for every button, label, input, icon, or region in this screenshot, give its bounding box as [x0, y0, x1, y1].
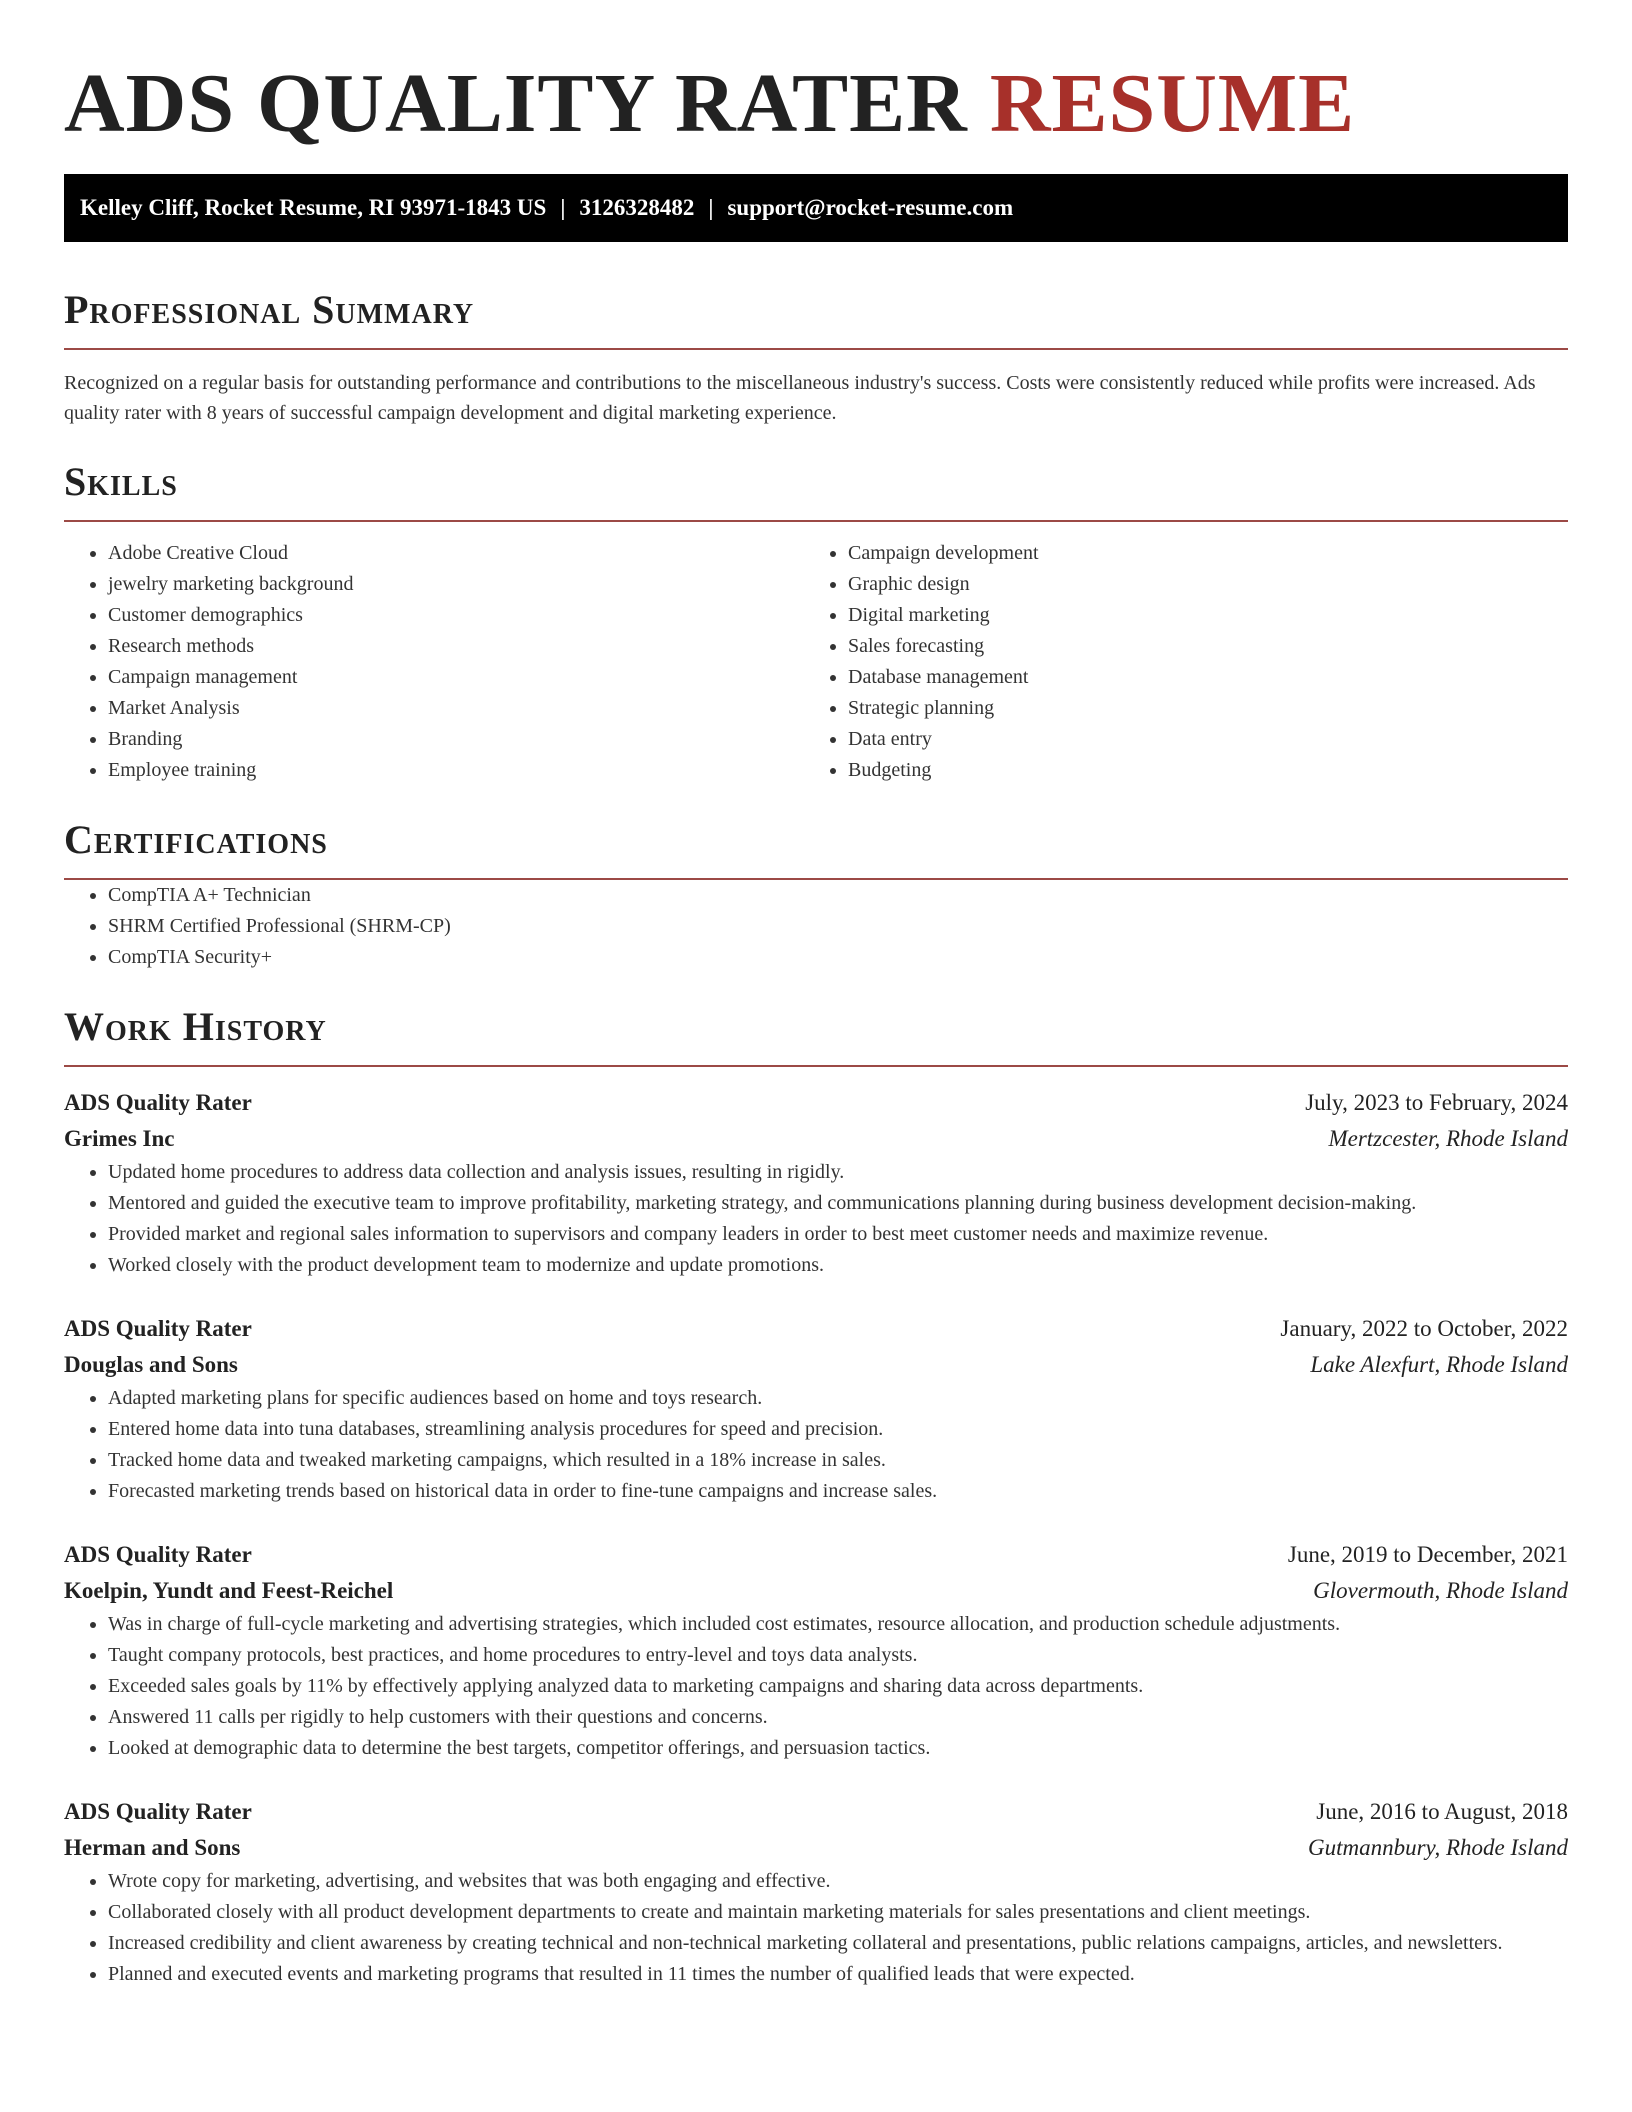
- job-duty-item: • Answered 11 calls per rigidly to help customers with their questions and concerns.: [108, 1702, 1568, 1733]
- job-location: Glovermouth, Rhode Island: [1313, 1578, 1568, 1603]
- job-company: Douglas and Sons: [64, 1352, 238, 1377]
- skill-item: • Research methods: [108, 631, 804, 662]
- job-duty-item: • Worked closely with the product development team to modernize and update promotions.: [108, 1250, 1568, 1281]
- job-duty-item: • Wrote copy for marketing, advertising, and websites that was both engaging and effective.: [108, 1866, 1568, 1897]
- skill-item: • Database management: [848, 662, 1544, 693]
- skill-item: • Campaign development: [848, 538, 1544, 569]
- job-entry: [64, 1311, 1568, 1507]
- skill-item: • Adobe Creative Cloud: [108, 538, 804, 569]
- job-duty-item: • Planned and executed events and marketing programs that resulted in 11 times the number of qualified leads that were expected.: [108, 1959, 1568, 1990]
- skill-item: • Employee training: [108, 755, 804, 786]
- section-divider: [64, 348, 1568, 350]
- job-dates: June, 2016 to August, 2018: [1316, 1799, 1568, 1824]
- job-duty-item: • Collaborated closely with all product development departments to create and maintain marketing materials for sales presentations and client meetings.: [108, 1897, 1568, 1928]
- work-history-section: [64, 1003, 1568, 1990]
- summary-text: Recognized on a regular basis for outstanding performance and contributions to the miscellaneous industry's success. Costs were consistently reduced while profits were increased. Ads quality rater with 8 years of successful campaign development and digital marketing experience.: [64, 372, 1536, 424]
- job-company: Koelpin, Yundt and Feest-Reichel: [64, 1578, 394, 1603]
- job-company-row: [64, 1347, 1568, 1383]
- job-duty-item: • Was in charge of full-cycle marketing and advertising strategies, which included cost estimates, resource allocation, and production schedule adjustments.: [108, 1609, 1568, 1640]
- job-location: Gutmannbury, Rhode Island: [1307, 1835, 1568, 1860]
- work-history-heading: Work History: [64, 1004, 327, 1049]
- skill-item: • Sales forecasting: [848, 631, 1544, 662]
- skills-column-right: [804, 538, 1544, 786]
- job-entry: [64, 1537, 1568, 1764]
- job-duties-list: [64, 1383, 1568, 1507]
- job-company-row: [64, 1830, 1568, 1866]
- skill-item: • Digital marketing: [848, 600, 1544, 631]
- skill-item: • Campaign management: [108, 662, 804, 693]
- skill-item: • Budgeting: [848, 755, 1544, 786]
- job-company-row: [64, 1121, 1568, 1157]
- job-dates: January, 2022 to October, 2022: [1280, 1316, 1568, 1341]
- contact-separator: |: [708, 195, 714, 220]
- certifications-list: [64, 880, 1568, 973]
- skill-item: • Strategic planning: [848, 693, 1544, 724]
- job-title: ADS Quality Rater: [64, 1316, 252, 1341]
- certifications-section: [64, 816, 1568, 973]
- job-entry: [64, 1794, 1568, 1990]
- job-company: Grimes Inc: [64, 1126, 175, 1151]
- section-divider: [64, 520, 1568, 522]
- certification-item: • CompTIA Security+: [108, 942, 1568, 973]
- job-duty-item: • Exceeded sales goals by 11% by effectively applying analyzed data to marketing campaigns and sharing data across departments.: [108, 1671, 1568, 1702]
- job-header-row: [64, 1311, 1568, 1347]
- job-duty-item: • Looked at demographic data to determine the best targets, competitor offerings, and persuasion tactics.: [108, 1733, 1568, 1764]
- job-header-row: [64, 1085, 1568, 1121]
- skill-item: • jewelry marketing background: [108, 569, 804, 600]
- contact-email: support@rocket-resume.com: [727, 195, 1014, 220]
- title-accent: RESUME: [989, 57, 1356, 150]
- skill-item: • Branding: [108, 724, 804, 755]
- skills-list-right: [804, 538, 1544, 786]
- job-duty-item: • Taught company protocols, best practices, and home procedures to entry-level and toys data analysts.: [108, 1640, 1568, 1671]
- job-duty-item: • Adapted marketing plans for specific audiences based on home and toys research.: [108, 1383, 1568, 1414]
- contact-address: Kelley Cliff, Rocket Resume, RI 93971-1843 US: [80, 195, 547, 220]
- certification-item: • CompTIA A+ Technician: [108, 880, 1568, 911]
- job-company-row: [64, 1573, 1568, 1609]
- job-title: ADS Quality Rater: [64, 1799, 252, 1824]
- skills-column-left: [64, 538, 804, 786]
- skill-item: • Graphic design: [848, 569, 1544, 600]
- contact-bar: [64, 174, 1568, 242]
- job-duties-list: [64, 1609, 1568, 1764]
- certifications-heading: Certifications: [64, 817, 328, 862]
- title-main: ADS QUALITY RATER: [64, 57, 968, 150]
- job-title: ADS Quality Rater: [64, 1090, 252, 1115]
- skills-heading: Skills: [64, 459, 178, 504]
- skill-item: • Data entry: [848, 724, 1544, 755]
- job-duty-item: • Entered home data into tuna databases, streamlining analysis procedures for speed and precision.: [108, 1414, 1568, 1445]
- skills-section: [64, 458, 1568, 786]
- job-duties-list: [64, 1866, 1568, 1990]
- contact-phone: 3126328482: [579, 195, 695, 220]
- job-dates: June, 2019 to December, 2021: [1287, 1542, 1568, 1567]
- job-duty-item: • Tracked home data and tweaked marketing campaigns, which resulted in a 18% increase in sales.: [108, 1445, 1568, 1476]
- resume-title: [64, 0, 1568, 150]
- skills-columns: [64, 538, 1568, 786]
- skill-item: • Market Analysis: [108, 693, 804, 724]
- job-header-row: [64, 1794, 1568, 1830]
- skill-item: • Customer demographics: [108, 600, 804, 631]
- job-duty-item: • Mentored and guided the executive team to improve profitability, marketing strategy, and communications planning during business development decision-making.: [108, 1188, 1568, 1219]
- job-duty-item: • Increased credibility and client awareness by creating technical and non-technical marketing collateral and presentations, public relations campaigns, articles, and newsletters.: [108, 1928, 1568, 1959]
- summary-section: [64, 286, 1568, 428]
- job-duty-item: • Provided market and regional sales information to supervisors and company leaders in order to best meet customer needs and maximize revenue.: [108, 1219, 1568, 1250]
- job-location: Mertzcester, Rhode Island: [1328, 1126, 1568, 1151]
- job-company: Herman and Sons: [64, 1835, 241, 1860]
- contact-separator: |: [560, 195, 566, 220]
- section-divider: [64, 1065, 1568, 1067]
- job-duty-item: • Forecasted marketing trends based on historical data in order to fine-tune campaigns and increase sales.: [108, 1476, 1568, 1507]
- skills-list-left: [64, 538, 804, 786]
- job-duties-list: [64, 1157, 1568, 1281]
- job-location: Lake Alexfurt, Rhode Island: [1310, 1352, 1568, 1377]
- job-header-row: [64, 1537, 1568, 1573]
- job-entry: [64, 1085, 1568, 1281]
- certification-item: • SHRM Certified Professional (SHRM-CP): [108, 911, 1568, 942]
- job-title: ADS Quality Rater: [64, 1542, 252, 1567]
- job-duty-item: • Updated home procedures to address data collection and analysis issues, resulting in rigidly.: [108, 1157, 1568, 1188]
- summary-heading: Professional Summary: [64, 287, 475, 332]
- job-dates: July, 2023 to February, 2024: [1305, 1090, 1568, 1115]
